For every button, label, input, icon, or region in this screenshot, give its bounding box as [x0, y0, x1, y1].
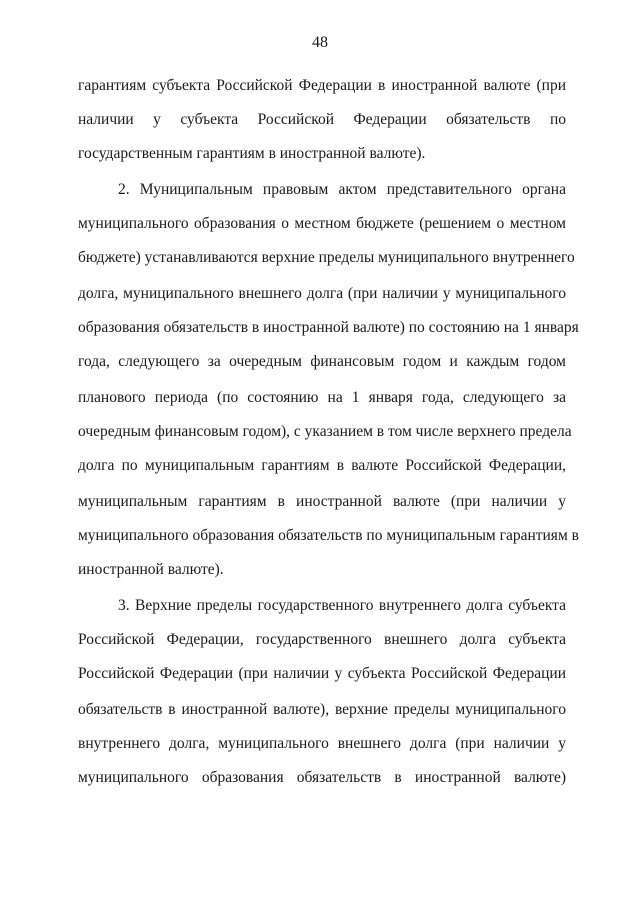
text-line: обязательств в иностранной валюте), верхние пределы муниципального — [78, 701, 566, 718]
text-line: года, следующего за очередным финансовым годом и каждым годом — [78, 353, 566, 370]
text-line: муниципального образования обязательств в иностранной валюте) — [78, 769, 566, 786]
text-line: государственным гарантиям в иностранной валюте). — [78, 145, 426, 162]
text-line: наличии у субъекта Российской Федерации обязательств по — [78, 111, 566, 128]
text-line: гарантиям субъекта Российской Федерации в иностранной валюте (при — [78, 77, 566, 94]
page-number: 48 — [312, 34, 328, 51]
text-line: иностранной валюте). — [78, 561, 224, 578]
paragraph-first-line: 3. Верхние пределы государственного внутреннего долга субъекта — [118, 597, 566, 614]
text-line: Российской Федерации, государственного внешнего долга субъекта — [78, 631, 566, 648]
text-line: долга, муниципального внешнего долга (при наличии у муниципального — [78, 285, 566, 302]
text-line: Российской Федерации (при наличии у субъекта Российской Федерации — [78, 665, 566, 682]
text-line: образования обязательств в иностранной валюте) по состоянию на 1 января — [78, 319, 579, 336]
text-line: долга по муниципальным гарантиям в валюте Российской Федерации, — [78, 457, 566, 474]
text-line: муниципальным гарантиям в иностранной валюте (при наличии у — [78, 493, 566, 510]
text-line: внутреннего долга, муниципального внешнего долга (при наличии у — [78, 735, 566, 752]
text-line: очередным финансовым годом), с указанием в том числе верхнего предела — [78, 423, 572, 440]
text-line: муниципального образования обязательств по муниципальным гарантиям в — [78, 527, 579, 544]
text-line: планового периода (по состоянию на 1 января года, следующего за — [78, 389, 566, 406]
text-line: муниципального образования о местном бюджете (решением о местном — [78, 215, 566, 232]
text-line: бюджете) устанавливаются верхние пределы муниципального внутреннего — [78, 249, 575, 266]
paragraph-first-line: 2. Муниципальным правовым актом представительного органа — [118, 181, 566, 198]
